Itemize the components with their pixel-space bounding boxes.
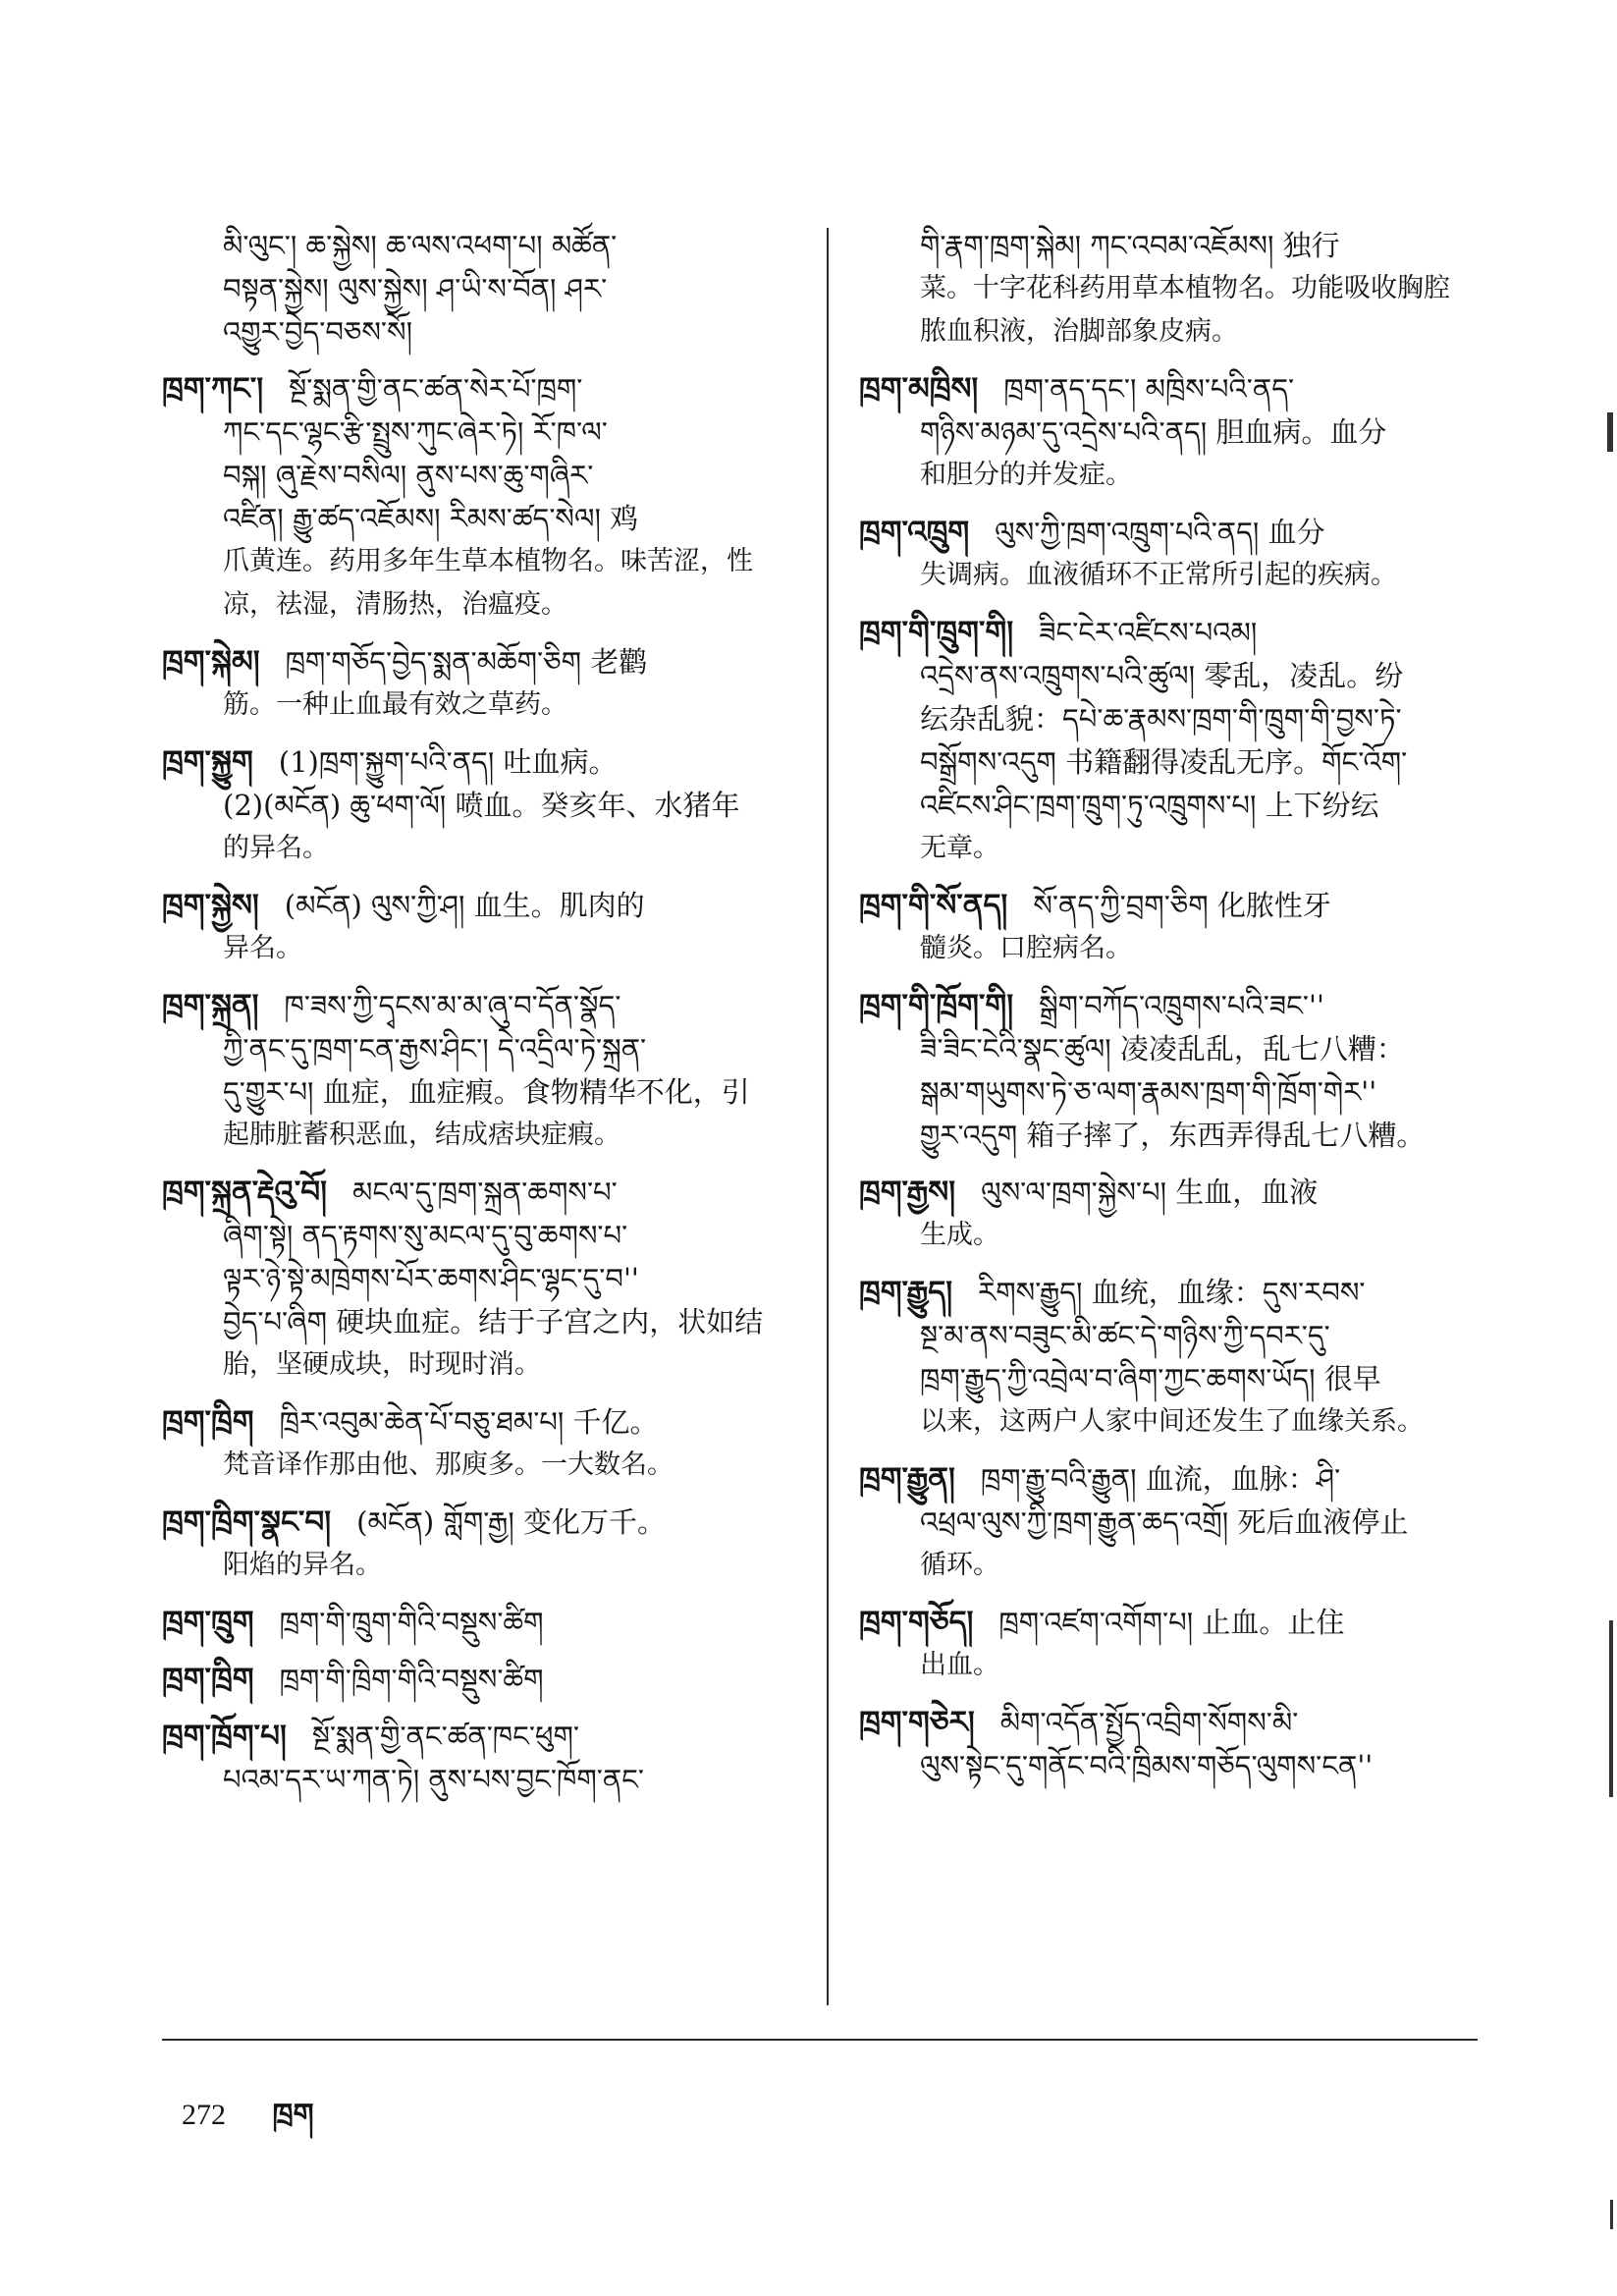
entry-text: 阳焰的异名。 [223,1550,382,1580]
entry-text: བསྒྲོགས་འདུག 书籍翻得凌乱无序。གོང་འོག་ [920,745,1408,779]
entry-text: སྔ་མ་ནས་བཟུང་མི་ཚང་དེ་གཉིས་ཀྱི་དབར་དུ་ [920,1319,1330,1352]
entry-text: རིགས་རྒྱུད། 血统，血缘：དུས་རབས་ [978,1276,1366,1309]
entry-text: ཁྲག་འཛག་འགོག་པ། 止血。止住 [998,1606,1345,1639]
dictionary-entry [859,884,1497,970]
page-footer [182,2082,314,2164]
entry-text: ཁྲག་གཅོད་བྱེད་སྨན་མཆོག་ཅིག 老鹳 [285,645,648,679]
dictionary-entry [162,984,800,1157]
entry-text: ཞིག་སྟེ། ནད་རྟགས་སུ་མངལ་དུ་བུ་ཆགས་པ་ [223,1219,628,1252]
column-divider [827,228,829,2005]
dictionary-entry [162,1501,800,1587]
entry-headword: ཁྲག་སྐྱེས། [162,888,259,923]
dictionary-entry [162,1171,800,1387]
edge-mark [1609,1620,1613,1797]
entry-headword: ཁྲག་སྐྱུག [162,744,253,780]
entry-text: ལུས་ཀྱི་ཁྲག་འཁྲུག་པའི་ནད། 血分 [995,516,1325,549]
entry-headword: ཁྲག་འཁྲུག [859,515,970,550]
entry-text: སོ་ནད་ཀྱི་བྲག་ཅིག 化脓性牙 [1033,889,1331,922]
left-continuation [162,224,800,354]
edge-mark [1610,2200,1613,2229]
entry-text: 凉，祛湿，清肠热，治瘟疫。 [223,589,567,620]
dictionary-entry [162,367,800,627]
dictionary-entry [859,511,1497,597]
entry-headword: ཁྲག་སྐྲན་རྡེའུ་བོ། [162,1175,327,1210]
entry-text: (2)(མངོན) ཆུ་ཕག་ལོ། 喷血。癸亥年、水猪年 [223,789,740,822]
entry-text: 筋。一种止血最有效之草药。 [223,689,567,720]
entry-text: (མངོན) ལུས་ཀྱི་ཤ། 血生。肌肉的 [284,889,645,922]
entry-headword: ཁྲག་གཅེར། [859,1705,975,1740]
entry-text: ཀང་དང་ལྷང་རྩི་སྤྲུས་ཀུང་ཞེར་ཏེ། རོ་ཁ་ལ་ [223,415,608,449]
right-column [859,224,1497,1801]
entry-text: འཛིངས་ཤིང་ཁྲག་ཁྲུག་ཏུ་འཁྲུགས་པ། 上下纷纭 [920,789,1379,822]
entry-headword: ཁྲག་ཀང་། [162,371,264,407]
entry-text: བསྐ། ཞུ་རྗེས་བསིལ། ནུས་པས་ཆུ་གཞིར་ [223,459,594,492]
entry-text: འཕྲལ་ལུས་ཀྱི་ཁྲག་རྒྱུན་ཆད་འགྲོ། 死后血液停止 [920,1505,1409,1539]
footer-rule [162,2039,1478,2041]
edge-mark [1607,412,1613,452]
entry-text: 以来，这两户人家中间还发生了血缘关系。 [920,1406,1424,1437]
dictionary-entry [162,640,800,727]
entry-text: སྒམ་གཡུགས་ཏེ་ཅ་ལག་རྣམས་ཁྲག་གི་ཁྲོག་གེར'' [920,1075,1377,1109]
dictionary-entry [859,1171,1497,1257]
entry-text: སྔོ་སྨན་གྱི་ནང་ཚན་ཁང་ཕུག་ [311,1720,580,1753]
entry-headword: ཁྲག་ཁྲིག [162,1404,254,1440]
entry-headword: ཁྲག་རྒྱས། [859,1175,956,1210]
entry-text: (1)ཁྲག་སྐྱུག་པའི་ནད། 吐血病。 [278,745,618,779]
dictionary-entry [859,1601,1497,1687]
entry-headword: ཁྲག་གི་ཁྲུག་གི། [859,615,1014,650]
entry-text: 的异名。 [223,833,329,863]
entry-headword: ཁྲག་ཁྲུག [162,1605,254,1640]
entry-text: 异名。 [223,933,302,963]
text-line: 脓血积液，治脚部象皮病。 [920,316,1238,347]
entry-text: 起肺脏蓄积恶血，结成痞块症瘕。 [223,1120,620,1150]
entry-headword: ཁྲག་མཁྲིས། [859,371,979,407]
entry-text: གཉིས་མཉམ་དུ་འདྲེས་པའི་ནད། 胆血病。血分 [920,415,1387,449]
entry-text: 梵音译作那由他、那庾多。一大数名。 [223,1449,674,1480]
entry-text: འཛིན། རྒྱུ་ཚད་འཇོམས། རིམས་ཚད་སེལ། 鸡 [223,502,639,535]
text-line: བསྟན་སྐྱེས། ལུས་སྐྱེས། ཤ་ཡི་ས་བོན། ཤར་ [223,272,608,305]
entry-text: བྱེད་པ་ཞིག 硬块血症。结于子宫之内，状如结 [223,1305,764,1339]
dictionary-entry [162,1400,800,1487]
scan-edge-marks [1599,412,1617,2259]
entry-text: ཀྱི་ནང་དུ་ཁྲག་ངན་རྒྱས་ཤིང་། དེ་འདྲིལ་ཏེ་སྐྲན་ [223,1032,647,1066]
dictionary-entry [162,884,800,970]
entry-text: ཟི་ཟིང་ངེའི་སྣང་ཚུལ། 凌凌乱乱，乱七八糟： [920,1032,1405,1066]
entry-headword: ཁྲག་གི་སོ་ནད། [859,888,1008,923]
dictionary-entry [859,611,1497,870]
right-continuation [859,224,1497,354]
text-line: 菜。十字花科药用草本植物名。功能吸收胸腔 [920,273,1450,303]
entry-text: ལྟར་ཉེ་སྟེ་མཁྲེགས་པོར་ཆགས་ཤིང་ལྷང་དུ་བ'' [223,1262,639,1295]
dictionary-entry [859,984,1497,1157]
entry-text: ཁྲིར་འབུམ་ཆེན་པོ་བཅུ་ཐམ་པ། 千亿。 [279,1405,659,1439]
entry-text: ཁྲག་གི་ཁྲིག་གིའི་བསྡུས་ཚིག [279,1663,544,1696]
entry-text: གྱུར་འདུག 箱子摔了，东西弄得乱七八糟。 [920,1119,1426,1152]
entry-text: 无章。 [920,833,999,863]
section-letter: ཁྲག [272,2098,314,2132]
entry-headword: ཁྲག་གཅོད། [859,1605,974,1640]
left-column [162,224,800,1815]
entry-text: 失调病。血液循环不正常所引起的疾病。 [920,560,1397,590]
entry-text: 纭杂乱貌：དཔེ་ཆ་རྣམས་ཁྲག་གི་ཁྲུག་གི་བྱས་ཏེ་ [920,702,1402,736]
dictionary-entry [859,1701,1497,1787]
entry-text: 循环。 [920,1550,999,1580]
entry-text: ཁྲག་རྒྱུད་ཀྱི་འབྲེལ་བ་ཞིག་ཀྱང་ཆགས་ཡོད། 很早 [920,1362,1381,1395]
entry-text: པའམ་དར་ཡ་ཀན་ཏེ། ནུས་པས་བྱང་ཁོག་ནང་ [223,1763,644,1796]
entry-text: 胎，坚硬成块，时现时消。 [223,1349,541,1380]
entry-headword: ཁྲག་གི་ཁྲོག་གི། [859,988,1014,1023]
dictionary-entry [859,1457,1497,1587]
dictionary-entry [162,1658,800,1701]
dictionary-entry [859,1271,1497,1444]
entry-text: ལུས་ལ་ཁྲག་སྐྱེས་པ། 生血，血液 [981,1175,1319,1209]
dictionary-entry [162,1601,800,1644]
entry-text: 髓炎。口腔病名。 [920,933,1132,963]
entry-text: ཁ་ཟས་ཀྱི་དྭངས་མ་མ་ཞུ་བ་དོན་སྣོད་ [284,989,621,1022]
entry-text: (མངོན) གློག་རྒྱ། 变化万千。 [356,1505,666,1539]
entry-headword: ཁྲག་རྒྱུད། [859,1275,953,1310]
entry-headword: ཁྲག་ཁྲིག [162,1662,254,1697]
entry-text: ཁྲག་རྒྱུ་བའི་རྒྱུན། 血流，血脉：ཤི་ [980,1462,1341,1496]
entry-text: 爪黄连。药用多年生草本植物名。味苦涩，性 [223,546,753,576]
entry-headword: ཁྲག་ཁྲོག་པ། [162,1719,287,1754]
entry-text: ཁྲག་ནད་དང་། མཁྲིས་པའི་ནད་ [1003,372,1295,406]
entry-text: མངལ་དུ་ཁྲག་སྐྲན་ཆགས་པ་ [351,1175,618,1209]
entry-text: དུ་གྱུར་པ། 血症，血症瘕。食物精华不化，引 [223,1075,750,1109]
entry-text: ཟིང་ངེར་འཛིངས་པའམ། [1039,616,1258,649]
entry-headword: ཁྲག་ཁྲིག་སྣང་བ། [162,1504,332,1540]
dictionary-entry [162,740,800,870]
text-line: མི་ལུང་། ཆ་སྐྱེས། ཆ་ལས་འཕག་པ། མཚོན་ [223,229,618,262]
entry-text: མིག་འདོན་སྤྱོད་འབྲིག་སོགས་མི་ [999,1706,1299,1739]
entry-headword: ཁྲག་སྐྲན། [162,988,259,1023]
entry-text: འདྲེས་ནས་འཁྲུགས་པའི་ཚུལ། 零乱，凌乱。纷 [920,659,1404,692]
entry-text: སྔོ་སྨན་གྱི་ནང་ཚན་སེར་པོ་ཁྲག་ [289,372,583,406]
text-line: འགྱུར་བྱེད་བཅས་སོ། [223,315,413,349]
page-number: 272 [182,2099,226,2131]
entry-headword: ཁྲག་རྒྱུན། [859,1461,955,1497]
entry-text: ལུས་སྟེང་དུ་གནོང་བའི་ཁྲིམས་གཅོད་ལུགས་ངན'' [920,1749,1374,1782]
entry-text: 出血。 [920,1650,999,1680]
text-line: གི་རྣག་ཁྲག་སྐེམ། ཀང་འབམ་འཇོམས། 独行 [920,229,1340,262]
dictionary-entry [162,1715,800,1801]
entry-text: 和胆分的并发症。 [920,460,1132,490]
entry-headword: ཁྲག་སྐེམ། [162,644,260,680]
entry-text: སྒྲིག་བཀོད་འཁྲུགས་པའི་ཟང་'' [1039,989,1324,1022]
entry-text: 生成。 [920,1220,999,1250]
dictionary-entry [859,367,1497,497]
entry-text: ཁྲག་གི་ཁྲུག་གིའི་བསྡུས་ཚིག [279,1606,544,1639]
